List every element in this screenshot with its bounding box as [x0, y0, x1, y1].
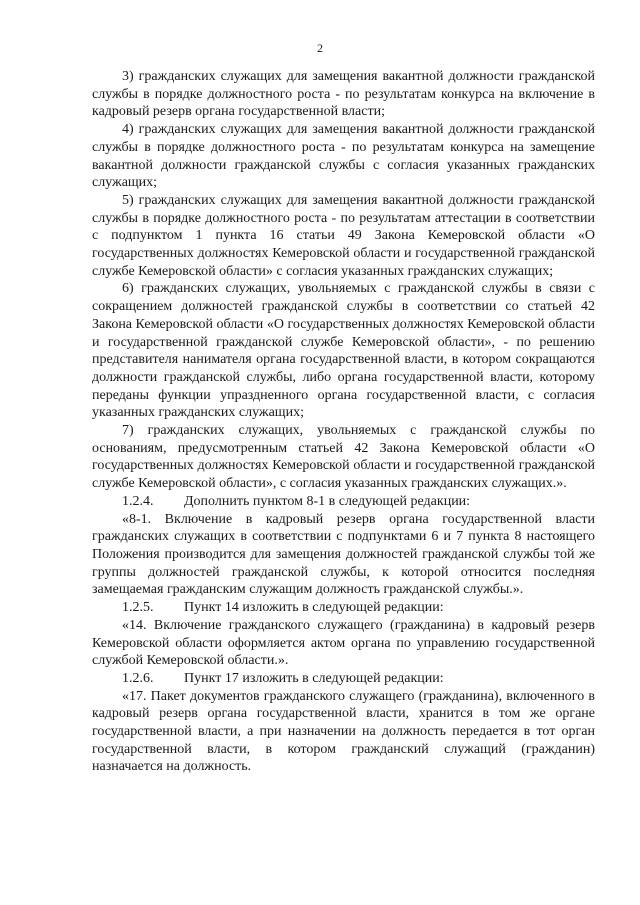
paragraph-item-7: 7) гражданских служащих, увольняемых с гражданской службы по основаниям, предусмотренным статьей 42 Закона Кемеровской области «О государственных должностях Кемеровской области и государственной гражданской службе Кемеровской области», с согласия указанных гражданских служащих.». — [92, 423, 595, 492]
item-text: Пункт 17 изложить в следующей редакции: — [184, 670, 444, 686]
paragraph-item-6: 6) гражданских служащих, увольняемых с гражданской службы в связи с сокращением должностей гражданской службы в соответствии со статьей 42 Закона Кемеровской области «О государственных должностях Кемеровской области и государственной гражданской службе Кемеровской области», - по решению представителя нанимателя органа государственной власти, в котором сокращаются должности гражданской службы, либо органа государственной власти, которому переданы функции упраздненного органа государственной власти, с согласия указанных гражданских служащих; — [92, 281, 595, 421]
item-1-2-5-heading — [92, 599, 595, 617]
page-number: 2 — [317, 41, 323, 55]
item-1-2-4-heading — [92, 493, 595, 511]
item-number: 1.2.6. — [122, 670, 154, 686]
item-number: 1.2.5. — [122, 600, 154, 616]
paragraph-item-5: 5) гражданских служащих для замещения вакантной должности гражданской службы в порядке должностного роста - по результатам аттестации в соответствии с подпунктом 1 пункта 16 статьи 49 Закона Кемеровской области «О государственных должностях Кемеровской области и государственной гражданской службе Кемеровской области» с согласия указанных гражданских служащих; — [92, 192, 595, 279]
item-1-2-4-quote: «8-1. Включение в кадровый резерв органа государственной власти гражданских служащих в соответствии с подпунктами 6 и 7 пункта 8 настоящего Положения производится для замещения должностей гражданской службы той же группы должностей гражданской службы, к которой относится последняя замещаемая гражданским служащим должность гражданской службы.». — [92, 511, 595, 598]
document-body — [92, 68, 595, 776]
item-1-2-6-quote: «17. Пакет документов гражданского служащего (гражданина), включенного в кадровый резерв органа государственной власти, хранится в том же органе государственной власти, а при назначении на должность передается в тот орган государственной власти, в котором гражданский служащий (гражданин) назначается на должность. — [92, 688, 595, 775]
item-number: 1.2.4. — [122, 493, 154, 509]
item-text: Дополнить пунктом 8-1 в следующей редакции: — [184, 493, 471, 509]
item-1-2-6-heading — [92, 670, 595, 688]
item-1-2-5-quote: «14. Включение гражданского служащего (гражданина) в кадровый резерв Кемеровской области оформляется актом органа по управлению государственной службой Кемеровской области.». — [92, 617, 595, 669]
paragraph-item-3: 3) гражданских служащих для замещения вакантной должности гражданской службы в порядке должностного роста - по результатам конкурса на включение в кадровый резерв органа государственной власти; — [92, 69, 595, 120]
paragraph-item-4: 4) гражданских служащих для замещения вакантной должности гражданской службы в порядке должностного роста - по результатам конкурса на замещение вакантной должности гражданской службы с согласия указанных гражданских служащих; — [92, 122, 595, 191]
item-text: Пункт 14 изложить в следующей редакции: — [184, 600, 444, 616]
